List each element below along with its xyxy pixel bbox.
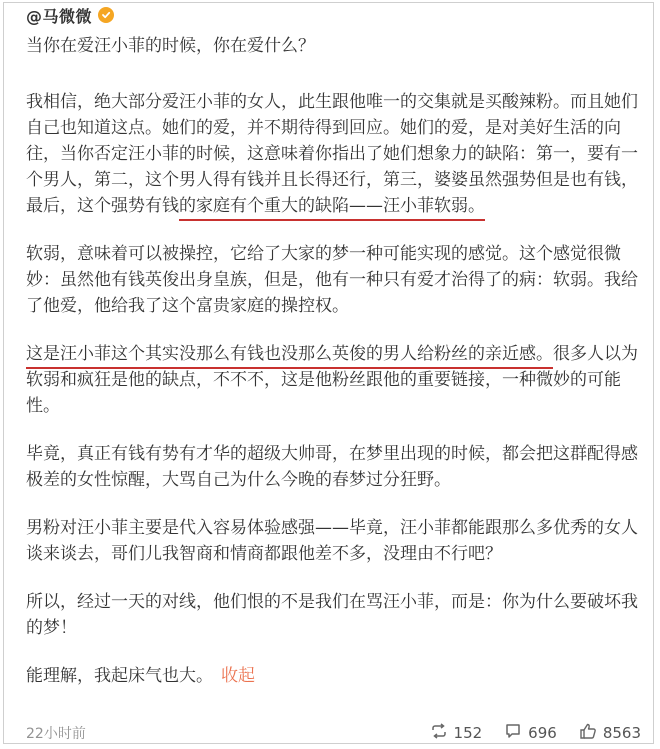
post-timestamp[interactable]: 22小时前	[26, 726, 86, 742]
post-header	[26, 3, 114, 27]
paragraph-5: 男粉对汪小菲主要是代入容易体验感强——毕竟，汪小菲都能跟那么多优秀的女人谈来谈去，哥们儿我智商和情商都跟他差不多，没理由不行吧？	[26, 518, 638, 564]
paragraph-1-text: 我相信，绝大部分爱汪小菲的女人，此生跟他唯一的交集就是买酸辣粉。而且她们自己也知道这点。她们的爱，并不期待得到回应。她们的爱，是对美好生活的向往，当你否定汪小菲的时候，这意味着你指出了她们想象力的缺陷：第一，要有一个男人，第二，这个男人得有钱并且长得还行，第三，婆婆虽然强势但是也有钱，最后，这个强势有钱	[26, 92, 638, 216]
paragraph-4: 毕竟，真正有钱有势有才华的超级大帅哥，在梦里出现的时候，都会把这群配得感极差的女性惊醒，大骂自己为什么今晚的春梦过分狂野。	[26, 444, 638, 490]
thumbs-up-icon	[579, 722, 603, 744]
post-card	[3, 2, 654, 744]
repost-icon	[430, 722, 454, 744]
paragraph-1	[26, 89, 644, 219]
underlined-highlight-1: 的家庭有个重大的缺陷——汪小菲软弱。	[179, 196, 485, 221]
paragraph-2: 软弱，意味着可以被操控，它给了大家的梦一种可能实现的感觉。这个感觉很微妙：虽然他有钱英俊出身皇族，但是，他有一种只有爱才治得了的病：软弱。我给了他爱，他给我了这个富贵家庭的操控权。	[26, 244, 638, 316]
like-button[interactable]	[579, 722, 641, 744]
repost-button[interactable]	[430, 722, 483, 744]
collapse-link[interactable]: 收起	[221, 666, 255, 686]
paragraph-3-text: 很多人以为软弱和疯狂是他的缺点，不不不，这是他粉丝跟他的重要链接，一种微妙的可能性。	[26, 344, 638, 416]
post-footer	[26, 721, 641, 745]
paragraph-3	[26, 341, 644, 419]
author-name[interactable]: @马微微	[26, 6, 93, 26]
comment-count: 696	[528, 724, 557, 742]
paragraph-7	[26, 663, 644, 689]
verified-badge-icon	[98, 7, 114, 23]
comment-icon	[504, 722, 528, 744]
action-bar	[408, 722, 641, 744]
paragraph-7-text: 能理解，我起床气也大。	[26, 666, 213, 686]
underlined-highlight-2: 这是汪小菲这个其实没那么有钱也没那么英俊的男人给粉丝的亲近感。	[26, 344, 553, 369]
repost-count: 152	[453, 724, 483, 742]
comment-button[interactable]	[504, 722, 557, 744]
post-title: 当你在爱汪小菲的时候，你在爱什么？	[26, 36, 315, 56]
post-body	[26, 33, 644, 711]
paragraph-6: 所以，经过一天的对线，他们恨的不是我们在骂汪小菲，而是：你为什么要破坏我的梦！	[26, 592, 638, 638]
like-count: 8563	[602, 724, 641, 742]
